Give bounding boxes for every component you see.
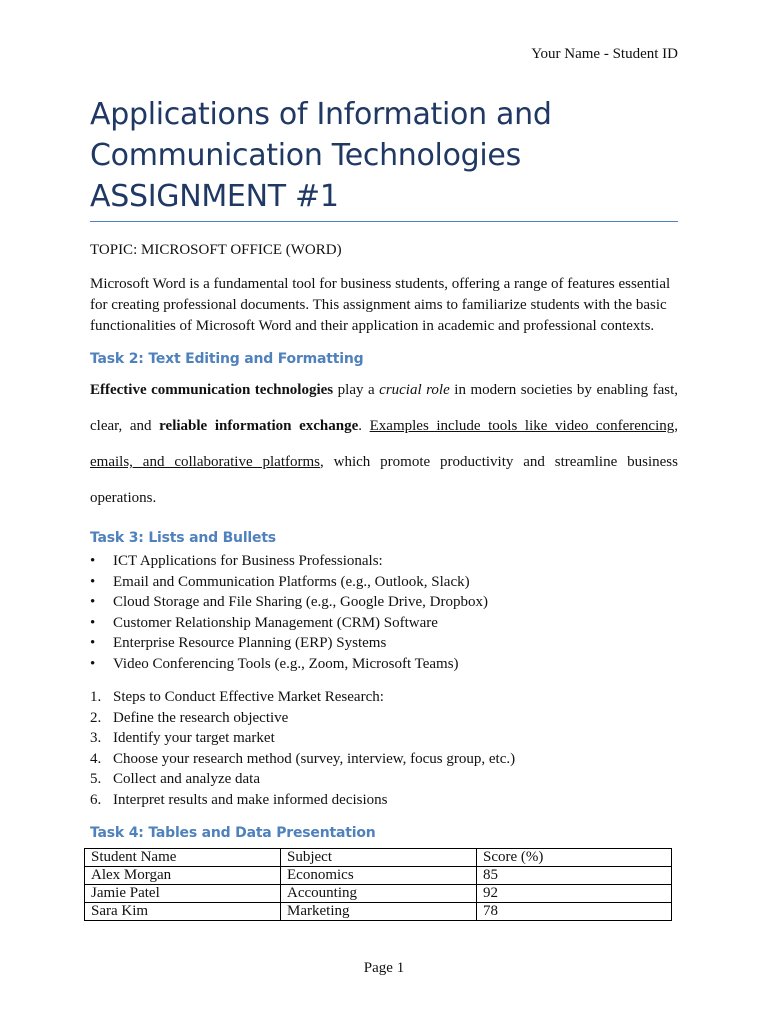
intro-paragraph: Microsoft Word is a fundamental tool for business students, offering a range of features essential for creating professional documents. This assignment aims to familiarize students with the basic functionalities of Microsoft Word and their application in academic and professional contexts. — [90, 276, 671, 334]
table-cell: Accounting — [281, 885, 477, 903]
table-cell: Alex Morgan — [85, 867, 281, 885]
list-item-text: Define the research objective — [113, 709, 289, 726]
list-item — [90, 687, 515, 708]
bullet-marker: • — [90, 614, 96, 631]
bullet-marker: • — [90, 594, 96, 610]
title-divider — [90, 221, 678, 222]
list-item-text: Customer Relationship Management (CRM) Software — [113, 614, 438, 631]
table-cell: 85 — [477, 867, 672, 885]
table-cell: Marketing — [281, 903, 477, 921]
bold-phrase-2: reliable information exchange — [159, 418, 359, 434]
list-item-text: ICT Applications for Business Professionals: — [113, 553, 383, 569]
title-line-1: Applications of Information and — [90, 97, 552, 132]
table-header-cell: Student Name — [85, 849, 281, 867]
page-footer: Page 1 — [363, 960, 405, 976]
list-item — [90, 633, 488, 654]
document-title — [90, 94, 678, 217]
list-item — [90, 790, 515, 811]
list-item-text: Cloud Storage and File Sharing (e.g., Google Drive, Dropbox) — [113, 594, 488, 610]
list-item — [90, 613, 488, 634]
table-cell: 78 — [477, 903, 672, 921]
list-item-text: Steps to Conduct Effective Market Research: — [113, 689, 384, 705]
table-cell: Sara Kim — [85, 903, 281, 921]
bullet-marker: • — [90, 635, 96, 651]
task4-heading: Task 4: Tables and Data Presentation — [90, 825, 376, 841]
table-row — [85, 885, 672, 903]
list-number: 6. — [90, 791, 102, 808]
list-number: 4. — [90, 750, 102, 767]
bullet-list — [90, 551, 488, 674]
numbered-list — [90, 687, 515, 810]
task2-heading: Task 2: Text Editing and Formatting — [90, 351, 364, 367]
list-item-text: Identify your target market — [113, 730, 275, 746]
list-item-text: Video Conferencing Tools (e.g., Zoom, Microsoft Teams) — [113, 655, 459, 672]
bullet-marker: • — [90, 573, 96, 590]
text-run-3: . — [358, 418, 370, 434]
list-item — [90, 749, 515, 770]
table-header-cell: Score (%) — [477, 849, 672, 867]
task3-heading: Task 3: Lists and Bullets — [90, 530, 276, 546]
table-row — [85, 867, 672, 885]
list-item — [90, 769, 515, 790]
list-item-text: Enterprise Resource Planning (ERP) Systems — [113, 635, 387, 651]
underlined-phrase: Examples include tools like video conferencing, emails, and collaborative platforms — [90, 418, 678, 470]
list-number: 5. — [90, 771, 102, 787]
list-item — [90, 572, 488, 593]
text-run-4: , which promote productivity and streamline business operations. — [90, 454, 678, 506]
title-line-2: Communication Technologies — [90, 138, 521, 173]
list-number: 1. — [90, 689, 102, 705]
table-cell: 92 — [477, 885, 672, 903]
table-header-row — [85, 849, 672, 867]
topic-line: TOPIC: MICROSOFT OFFICE (WORD) — [90, 242, 342, 258]
list-item — [90, 708, 515, 729]
italic-phrase: crucial role — [379, 382, 450, 398]
text-run-1: play a — [333, 382, 380, 398]
bullet-marker: • — [90, 655, 96, 672]
list-item-text: Collect and analyze data — [113, 771, 261, 787]
bold-phrase-1: Effective communication technologies — [90, 382, 334, 398]
list-item — [90, 551, 488, 572]
list-number: 3. — [90, 730, 102, 746]
list-item-text: Email and Communication Platforms (e.g., Outlook, Slack) — [113, 573, 470, 590]
table-row — [85, 903, 672, 921]
title-line-3: ASSIGNMENT #1 — [90, 179, 339, 214]
list-item-text: Choose your research method (survey, interview, focus group, etc.) — [113, 750, 516, 767]
text-run-2: in modern societies by enabling fast, clear, and — [90, 382, 679, 434]
list-number: 2. — [90, 709, 102, 726]
list-item — [90, 592, 488, 613]
list-item — [90, 728, 515, 749]
bullet-marker: • — [90, 553, 96, 569]
page-header: Your Name - Student ID — [531, 46, 678, 62]
table-header-cell: Subject — [281, 849, 477, 867]
list-item — [90, 654, 488, 675]
task2-paragraph — [90, 372, 678, 516]
list-item-text: Interpret results and make informed decisions — [113, 791, 388, 808]
scores-table — [84, 848, 672, 921]
table-cell: Jamie Patel — [85, 885, 281, 903]
table-cell: Economics — [281, 867, 477, 885]
